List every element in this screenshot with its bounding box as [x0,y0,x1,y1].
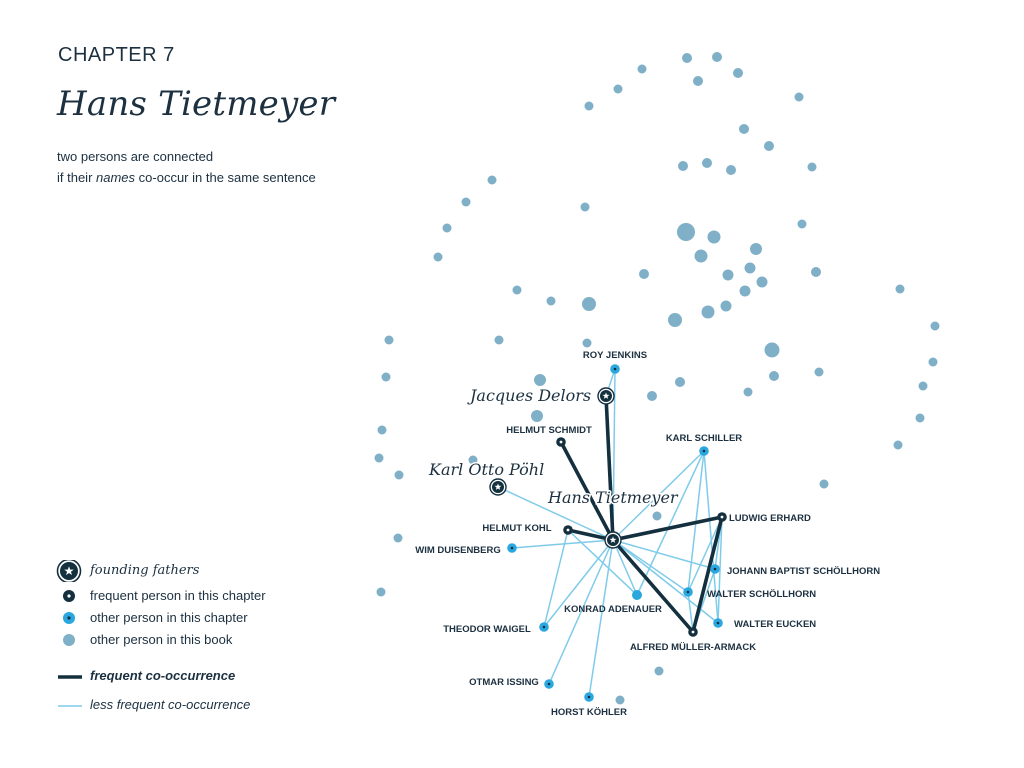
subtitle-line-1: two persons are connected [57,149,214,164]
book-person-node [708,231,721,244]
person-node-adenauer[interactable] [632,590,642,600]
book-person-node [394,534,403,543]
book-person-node [896,285,905,294]
person-label-jenkins: ROY JENKINS [582,350,648,361]
book-person-node [695,250,708,263]
book-person-node [745,263,756,274]
person-label-pohl: Karl Otto Pöhl [429,460,545,479]
person-label-duisenberg: WIM DUISENBERG [415,545,501,556]
light-edge [568,530,637,595]
book-person-node [764,141,774,151]
book-person-node [375,454,384,463]
legend-frequent-cooccurrence [56,665,356,687]
book-person-node [677,223,695,241]
book-person-node [815,368,824,377]
person-label-delors: Jacques Delors [470,386,592,405]
person-node-eucken[interactable] [713,618,723,628]
book-person-node [739,124,749,134]
book-person-node [702,306,715,319]
chapter-label: CHAPTER 7 [58,44,175,66]
person-node-koehler[interactable] [584,692,594,702]
person-label-issing: OTMAR ISSING [469,677,539,688]
book-person-node [639,269,649,279]
legend-founding-fathers [56,560,356,582]
legend-label: frequent person in this chapter [90,588,266,603]
person-node-pohl[interactable] [490,479,506,495]
person-label-adenauer: KONRAD ADENAUER [564,604,662,615]
book-person-node [811,267,821,277]
legend-label: less frequent co-occurrence [90,697,251,712]
person-node-kohl[interactable] [563,525,573,535]
person-label-eucken: WALTER EUCKEN [734,619,817,630]
subtitle-line-2 [57,167,316,188]
heavy-edge [606,396,613,540]
book-person-node [702,158,712,168]
person-node-waigel[interactable] [539,622,549,632]
book-person-node [929,358,938,367]
person-label-schoellhorn-w: WALTER SCHÖLLHORN [707,589,817,600]
subtitle [57,146,316,188]
book-person-node [795,93,804,102]
book-person-node [582,297,596,311]
book-person-node [378,426,387,435]
legend-frequent-person [56,585,356,607]
book-person-node [434,253,443,262]
subtitle-text: co-occur in the same sentence [135,170,316,185]
light-line-icon [56,694,84,716]
light-edge [512,540,613,548]
light-edge [589,540,613,697]
person-node-issing[interactable] [544,679,554,689]
person-node-muller-armack[interactable] [688,627,698,637]
page-title: Hans Tietmeyer [57,84,336,124]
person-node-tietmeyer[interactable] [605,532,621,548]
book-person-node [723,270,734,281]
book-person-node [757,277,768,288]
heavy-edge [613,517,722,540]
book-person-node [547,297,556,306]
book-person-node [513,286,522,295]
book-person-node [808,163,817,172]
founding-star-icon [56,560,84,582]
book-person-node [395,471,404,480]
heavy-edge [613,540,693,632]
book-person-node [377,588,386,597]
book-person-node [581,203,590,212]
person-node-delors[interactable] [598,388,614,404]
book-person-node [653,512,662,521]
person-node-schoellhorn-w[interactable] [683,587,693,597]
book-person-node [534,374,546,386]
person-label-schiller: KARL SCHILLER [665,433,743,444]
book-person-node [750,243,762,255]
book-person-node [675,377,685,387]
book-person-node [894,441,903,450]
book-person-node [531,410,543,422]
book-person-node [462,198,471,207]
book-person-node [693,76,703,86]
book-person-node [744,388,753,397]
book-person-node [765,343,780,358]
book-person-node [668,313,682,327]
person-node-erhard[interactable] [717,512,727,522]
book-person-node [488,176,497,185]
person-node-duisenberg[interactable] [507,543,517,553]
book-person-node [647,391,657,401]
book-person-node [769,371,779,381]
book-person-node [443,224,452,233]
book-person-node [931,322,940,331]
legend-less-frequent-cooccurrence [56,694,356,716]
person-node-schmidt[interactable] [556,437,566,447]
legend-label: other person in this book [90,632,233,647]
book-person-node [726,165,736,175]
book-person-node [798,220,807,229]
heavy-line-icon [56,665,84,687]
book-person-node [916,414,925,423]
person-node-schoellhorn-jb[interactable] [710,564,720,574]
legend-label: other person in this chapter [90,610,248,625]
book-person-node [616,696,625,705]
book-person-node [583,339,592,348]
book-person-icon [56,629,84,651]
person-label-waigel: THEODOR WAIGEL [443,624,531,635]
book-person-node [721,301,732,312]
book-person-node [655,667,664,676]
book-person-node [740,286,751,297]
person-label-erhard: LUDWIG ERHARD [729,513,811,524]
book-person-node [682,53,692,63]
person-label-schmidt: HELMUT SCHMIDT [506,425,592,436]
book-person-node [382,373,391,382]
book-person-node [638,65,647,74]
person-label-kohl: HELMUT KOHL [482,523,552,534]
legend-other-person-book [56,629,356,651]
legend-label: founding fathers [90,563,200,578]
frequent-person-icon [56,585,84,607]
book-person-node [495,336,504,345]
book-person-node [585,102,594,111]
chapter-person-icon [56,607,84,629]
person-label-tietmeyer: Hans Tietmeyer [548,488,678,507]
subtitle-text: if their [57,170,97,185]
person-label-schoellhorn-jb: JOHANN BAPTIST SCHÖLLHORN [727,566,881,577]
legend-other-person-chapter [56,607,356,629]
legend-label: frequent co-occurrence [90,668,236,683]
book-person-node [919,382,928,391]
person-node-jenkins[interactable] [610,364,620,374]
person-label-muller-armack: ALFRED MÜLLER-ARMACK [629,642,757,653]
book-person-node [614,85,623,94]
book-person-node [820,480,829,489]
book-person-node [733,68,743,78]
book-person-node [712,52,722,62]
subtitle-emphasis: names [96,170,136,185]
person-label-koehler: HORST KÖHLER [551,707,627,718]
person-node-schiller[interactable] [699,446,709,456]
book-person-node [385,336,394,345]
book-person-node [678,161,688,171]
